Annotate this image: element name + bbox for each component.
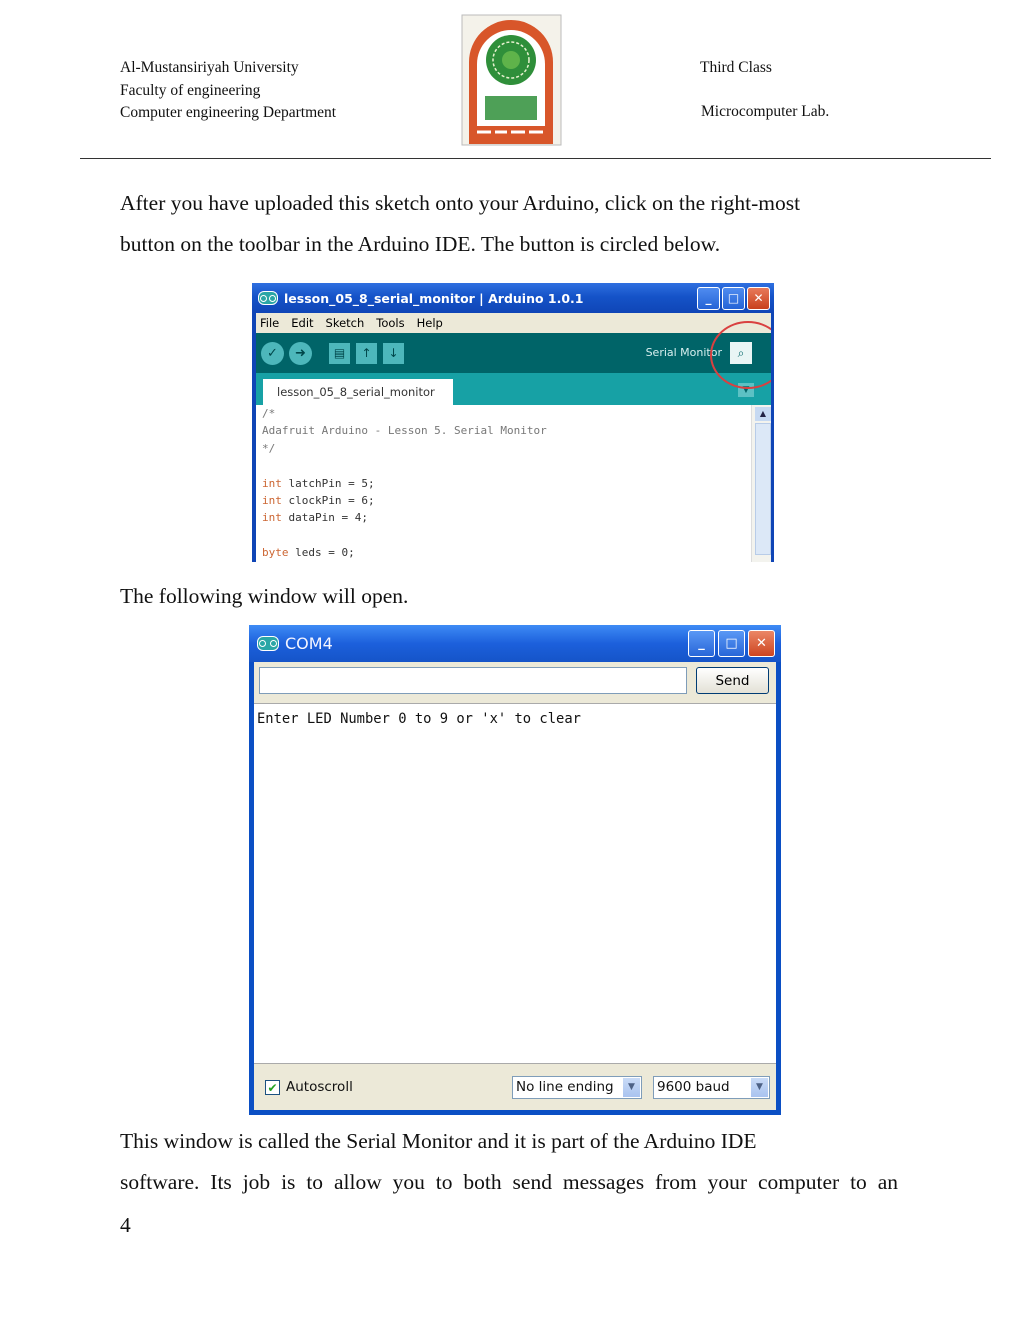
new-icon[interactable]: ▤ — [329, 343, 350, 364]
arduino-ide-screenshot — [252, 283, 774, 562]
window-border — [252, 313, 256, 562]
code-line — [262, 457, 752, 474]
menu-tools[interactable]: Tools — [376, 316, 405, 330]
ide-toolbar — [252, 333, 774, 373]
autoscroll-checkbox[interactable]: ✔ — [265, 1080, 280, 1095]
code-line — [262, 527, 752, 544]
scroll-thumb[interactable] — [755, 423, 771, 555]
line-ending-select[interactable] — [512, 1076, 642, 1099]
serial-input[interactable] — [259, 667, 687, 694]
window-border — [771, 313, 774, 562]
menu-sketch[interactable]: Sketch — [325, 316, 365, 330]
baud-select[interactable] — [653, 1076, 770, 1099]
serial-monitor-label: Serial Monitor — [645, 346, 722, 359]
code-line: /* — [262, 407, 276, 420]
paragraph-description — [120, 1121, 910, 1202]
university-seal-logo — [461, 14, 562, 146]
menu-help[interactable]: Help — [416, 316, 443, 330]
minimize-button[interactable]: _ — [688, 630, 715, 657]
chevron-down-icon: ▼ — [751, 1078, 768, 1097]
code-line: int dataPin = 4; — [262, 511, 368, 525]
open-icon[interactable]: ↑ — [356, 343, 377, 364]
sketch-tab-label: lesson_05_8_serial_monitor — [277, 385, 435, 399]
paragraph-line: After you have uploaded this sketch onto your Arduino, click on the right-most — [120, 191, 801, 215]
ide-tabbar — [252, 373, 774, 405]
header-divider — [80, 158, 991, 159]
code-line: */ — [262, 441, 276, 455]
university-name: Al-Mustansiriyah University — [120, 59, 299, 76]
scroll-up-icon[interactable]: ▲ — [755, 407, 771, 421]
header-institution — [120, 57, 336, 125]
tab-menu-icon[interactable]: ▼ — [738, 383, 754, 397]
minimize-button[interactable]: _ — [697, 287, 720, 310]
arduino-logo-icon — [257, 636, 279, 651]
serial-monitor-icon[interactable]: ⌕ — [730, 342, 752, 364]
code-line: int clockPin = 6; — [262, 493, 375, 507]
sketch-tab[interactable] — [263, 379, 453, 405]
ide-menubar — [252, 313, 774, 333]
ide-window-title: lesson_05_8_serial_monitor | Arduino 1.0.1 — [284, 290, 584, 306]
code-line: Adafruit Arduino - Lesson 5. Serial Monitor — [262, 424, 547, 438]
serial-output — [254, 703, 776, 1064]
line-ending-value: No line ending — [516, 1079, 614, 1095]
code-editor[interactable] — [252, 405, 752, 562]
department-name: Computer engineering Department — [120, 104, 337, 121]
send-button[interactable]: Send — [696, 667, 769, 694]
class-label: Third Class — [700, 59, 772, 76]
baud-value: 9600 baud — [657, 1079, 730, 1095]
faculty-name: Faculty of engineering — [120, 81, 261, 99]
upload-icon[interactable]: ➜ — [289, 342, 312, 365]
save-icon[interactable]: ↓ — [383, 343, 404, 364]
autoscroll-label: Autoscroll — [286, 1079, 353, 1095]
close-button[interactable]: ✕ — [748, 630, 775, 657]
serial-output-text: Enter LED Number 0 to 9 or 'x' to clear — [257, 711, 581, 727]
code-line: byte leds = 0; — [262, 546, 355, 560]
ide-titlebar — [252, 283, 774, 313]
page-number: 4 — [120, 1213, 131, 1237]
code-line: int latchPin = 5; — [262, 476, 375, 490]
serial-monitor-titlebar — [249, 625, 781, 662]
paragraph-line: software. Its job is to allow you to both send messages from your computer to an — [120, 1169, 898, 1194]
paragraph-line: This window is called the Serial Monitor and it is part of the Arduino IDE — [120, 1129, 757, 1153]
paragraph-intro — [120, 183, 920, 264]
serial-monitor-window — [249, 625, 781, 1115]
paragraph-line: button on the toolbar in the Arduino IDE. The button is circled below. — [120, 231, 721, 256]
menu-file[interactable]: File — [260, 316, 280, 330]
lab-label: Microcomputer Lab. — [701, 103, 830, 120]
menu-edit[interactable]: Edit — [291, 316, 314, 330]
chevron-down-icon: ▼ — [623, 1078, 640, 1097]
serial-monitor-footer — [254, 1064, 776, 1110]
serial-monitor-title: COM4 — [285, 634, 333, 653]
serial-monitor-body — [254, 662, 776, 1110]
paragraph-following: The following window will open. — [120, 584, 409, 608]
maximize-button[interactable]: □ — [722, 287, 745, 310]
arduino-logo-icon — [258, 291, 278, 305]
verify-icon[interactable]: ✓ — [261, 342, 284, 365]
maximize-button[interactable]: □ — [718, 630, 745, 657]
close-button[interactable]: ✕ — [747, 287, 770, 310]
